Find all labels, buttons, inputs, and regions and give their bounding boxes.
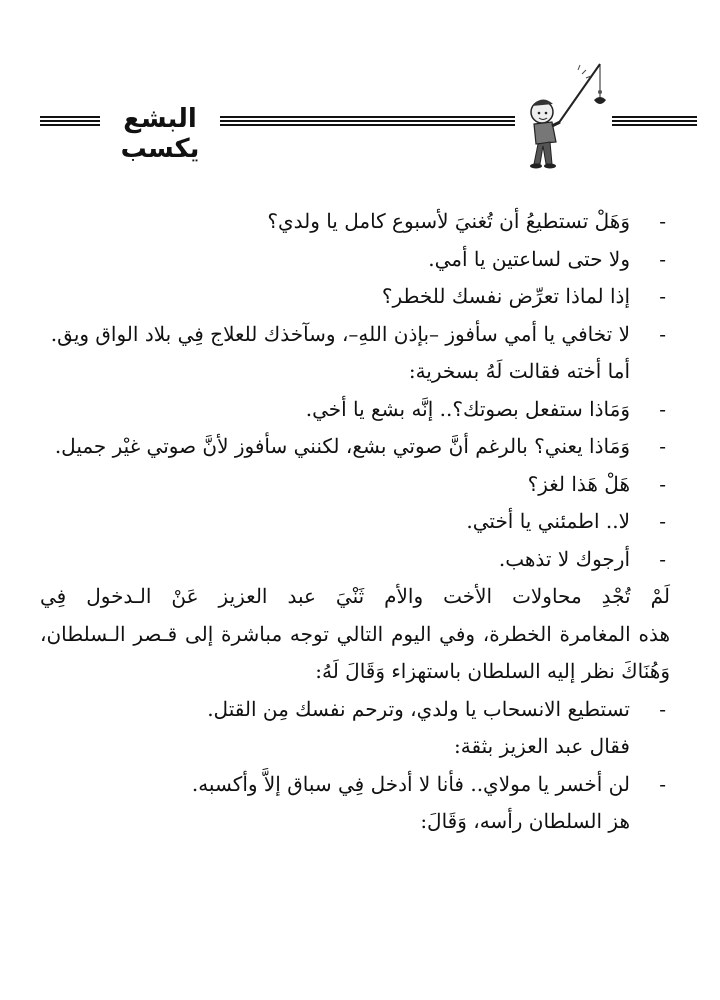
line-text: وَمَاذا ستفعل بصوتك؟.. إنَّه بشع يا أخي. [305, 396, 630, 421]
narration-line [40, 578, 670, 616]
line-text: لا تخافي يا أمي سأفوز –بإذن اللهِ–، وسآخذك للعلاج فِي بلاد الواق ويق. [50, 321, 630, 346]
header-rule-middle [220, 116, 515, 130]
story-text [40, 203, 670, 841]
line-text: تستطيع الانسحاب يا ولدي، وترحم نفسك مِن القتل. [207, 696, 630, 721]
dialogue-line [40, 203, 670, 241]
dialogue-line [40, 691, 670, 729]
line-text: أما أخته فقالت لَهُ بسخرية: [408, 359, 630, 383]
line-text: وَهُنَاكَ نظر إليه السلطان باستهزاء وَقَالَ لَهُ: [315, 659, 670, 683]
dialogue-line [40, 466, 670, 504]
dialogue-line [40, 766, 670, 804]
dialogue-line [40, 278, 670, 316]
line-text: لن أخسر يا مولاي.. فأنا لا أدخل فِي سباق إلاَّ وأكسبه. [191, 771, 630, 796]
line-text: لَمْ تُجْدِ محاولات الأخت والأم ثَنْيَ عبد العزيز عَنْ الـدخول فِي [40, 584, 670, 608]
dialogue-dash: - [659, 434, 666, 458]
dialogue-dash: - [659, 284, 666, 308]
line-text: هَلْ هَذا لغز؟ [527, 471, 630, 496]
narration-line [40, 353, 670, 391]
narration-line [40, 803, 670, 841]
dialogue-line [40, 241, 670, 279]
dialogue-dash: - [659, 396, 666, 421]
chapter-title: البشع يكسب [120, 104, 200, 164]
boy-with-fishing-rod-icon [512, 60, 612, 170]
dialogue-dash: - [659, 209, 666, 233]
dialogue-line [40, 428, 670, 466]
dialogue-dash: - [659, 771, 666, 796]
line-text: هذه المغامرة الخطرة، وفي اليوم التالي توجه مباشرة إلى قـصر الـسلطان، [40, 621, 670, 646]
narration-line [40, 728, 670, 766]
line-text: هز السلطان رأسه، وَقَالَ: [420, 809, 630, 833]
dialogue-line [40, 541, 670, 579]
line-text: أرجوك لا تذهب. [498, 546, 630, 571]
dialogue-dash: - [659, 546, 666, 571]
dialogue-dash: - [659, 246, 666, 271]
dialogue-dash: - [659, 696, 666, 721]
dialogue-line [40, 391, 670, 429]
line-text: ولا حتى لساعتين يا أمي. [428, 246, 630, 271]
line-text: فقال عبد العزيز بثقة: [454, 734, 630, 758]
narration-line [40, 653, 670, 691]
header-rule-right [612, 116, 697, 130]
dialogue-dash: - [659, 321, 666, 346]
line-text: لا.. اطمئني يا أختي. [466, 509, 630, 533]
line-text: وَمَاذا يعني؟ بالرغم أنَّ صوتي بشع، لكنني سأفوز لأنَّ صوتي غيْر جميل. [54, 434, 630, 458]
header-rule-left [40, 116, 100, 130]
chapter-header [0, 60, 720, 170]
dialogue-dash: - [659, 509, 666, 533]
dialogue-dash: - [659, 471, 666, 496]
dialogue-line [40, 316, 670, 354]
dialogue-line [40, 503, 670, 541]
line-text: وَهَلْ تستطيعُ أن تُغنيَ لأسبوع كامل يا ولدي؟ [267, 209, 630, 233]
line-text: إذا لماذا تعرِّض نفسك للخطر؟ [381, 284, 630, 308]
narration-line [40, 616, 670, 654]
